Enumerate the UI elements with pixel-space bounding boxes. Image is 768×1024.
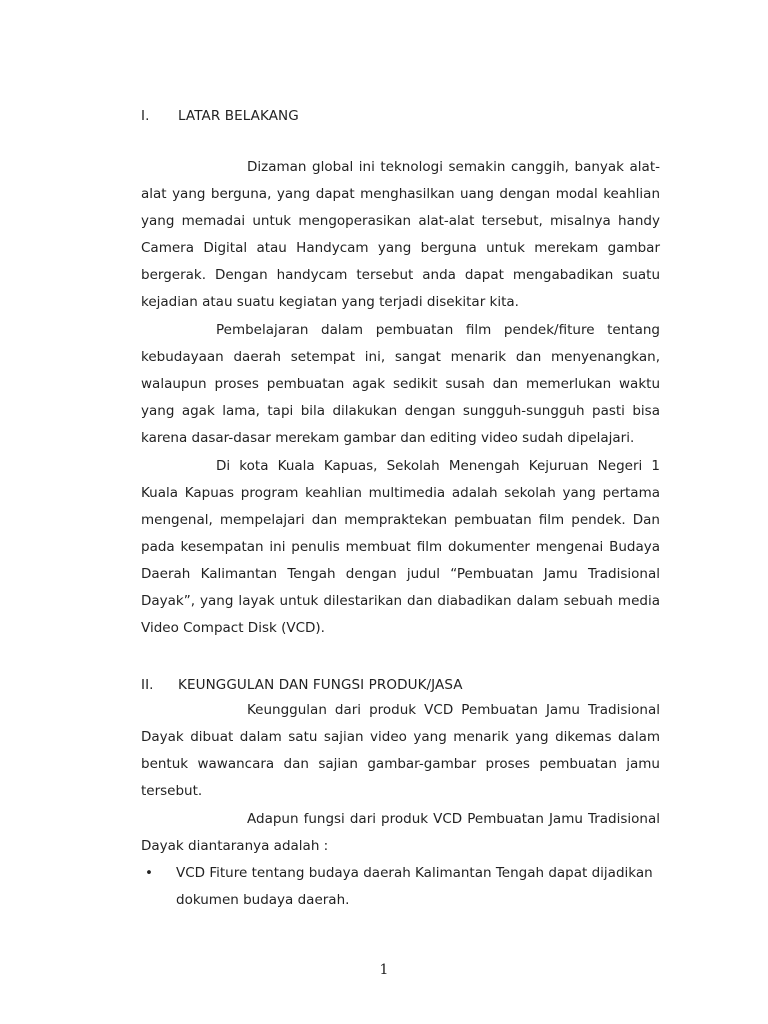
section-title: KEUNGGULAN DAN FUNGSI PRODUK/JASA — [178, 677, 463, 693]
paragraph-keunggulan-1: Keunggulan dari produk VCD Pembuatan Jamu Tradisional Dayak dibuat dalam satu sajian video yang menarik yang dikemas dalam bentuk wawancara dan sajian gambar-gambar proses pembuatan jamu tersebut. — [141, 702, 660, 799]
section-heading-keunggulan — [141, 676, 463, 694]
section-number: I. — [141, 108, 150, 124]
paragraph-keunggulan-2: Adapun fungsi dari produk VCD Pembuatan Jamu Tradisional Dayak diantaranya adalah : — [141, 811, 660, 854]
paragraph-latar-belakang-1: Dizaman global ini teknologi semakin canggih, banyak alat-alat yang berguna, yang dapat menghasilkan uang dengan modal keahlian yang memadai untuk mengoperasikan alat-alat tersebut, misalnya handy Camera Digital atau Handycam yang berguna untuk merekam gambar bergerak. Dengan handycam tersebut anda dapat mengabadikan suatu kejadian atau suatu kegiatan yang terjadi disekitar kita. — [141, 159, 660, 310]
page-number: 1 — [379, 962, 389, 978]
section-number: II. — [141, 677, 154, 693]
section-heading-latar-belakang — [141, 107, 299, 125]
list-item-text: VCD Fiture tentang budaya daerah Kalimantan Tengah dapat dijadikan dokumen budaya daerah. — [176, 865, 653, 908]
bullet-icon: • — [145, 865, 153, 881]
paragraph-latar-belakang-3: Di kota Kuala Kapuas, Sekolah Menengah Kejuruan Negeri 1 Kuala Kapuas program keahlian multimedia adalah sekolah yang pertama mengenal, mempelajari dan mempraktekan pembuatan film pendek. Dan pada kesempatan ini penulis membuat film dokumenter mengenai Budaya Daerah Kalimantan Tengah dengan judul “Pembuatan Jamu Tradisional Dayak”, yang layak untuk dilestarikan dan diabadikan dalam sebuah media Video Compact Disk (VCD). — [141, 458, 660, 636]
paragraph-latar-belakang-2: Pembelajaran dalam pembuatan film pendek/fiture tentang kebudayaan daerah setempat ini, sangat menarik dan menyenangkan, walaupun proses pembuatan agak sedikit susah dan memerlukan waktu yang agak lama, tapi bila dilakukan dengan sungguh-sungguh pasti bisa karena dasar-dasar merekam gambar dan editing video sudah dipelajari. — [141, 322, 660, 446]
section-title: LATAR BELAKANG — [178, 108, 299, 124]
